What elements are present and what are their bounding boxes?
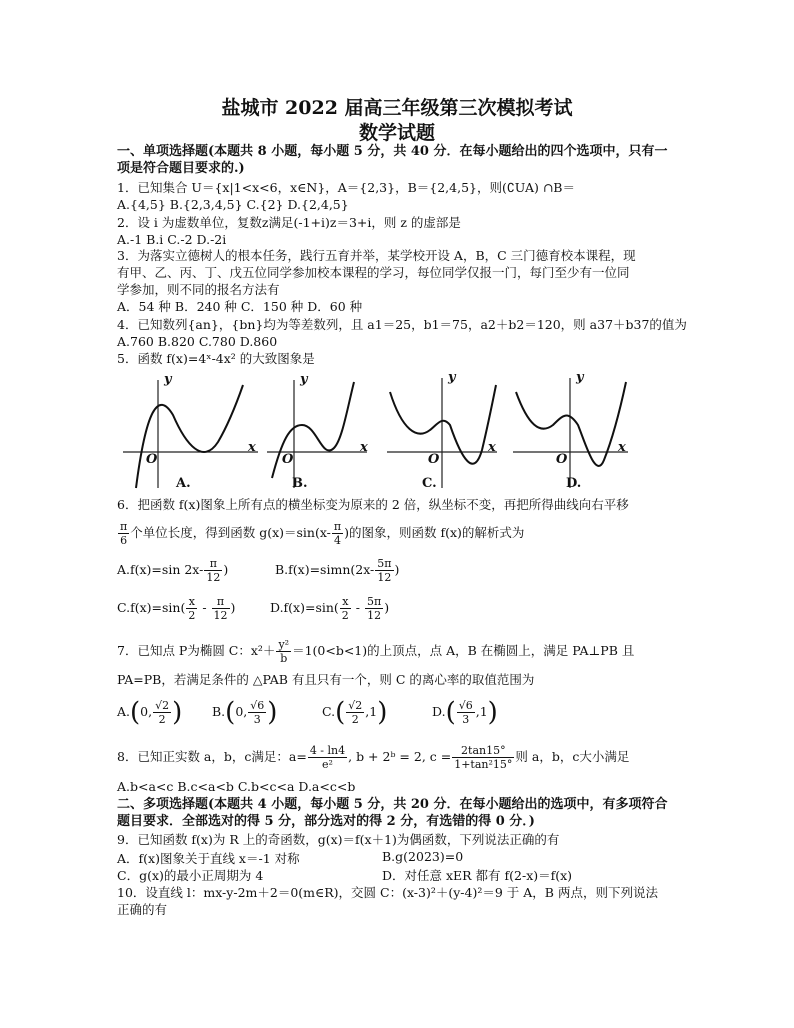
q6-line2-pre: 个单位长度，得到函数 g(x)＝sin(x-: [130, 525, 331, 540]
q2-options: A.-1 B.i C.-2 D.-2i: [117, 232, 227, 247]
frac: [457, 699, 475, 726]
opt-minus: -: [198, 600, 211, 615]
q8-mid: , b + 2ᵇ = 2, c =: [348, 749, 452, 764]
frac-num: π: [204, 557, 222, 571]
q7-pre: 7．已知点 P为椭圆 C：x²＋: [117, 643, 276, 658]
paren-close: ): [377, 697, 388, 728]
graph-a-y-label: y: [164, 372, 172, 387]
graph-d-y-label: y: [576, 370, 584, 385]
frac: [365, 595, 383, 622]
q8-pre: 8．已知正实数 a，b，c满足：a=: [117, 749, 307, 764]
section1-heading-line2: 项是符合题目要求的.): [117, 161, 245, 176]
frac-den: 2: [341, 609, 349, 622]
q6-option-c: [117, 593, 235, 623]
q5-stem: 5．函数 f(x)=4ˣ-4x² 的大致图象是: [117, 351, 315, 366]
q4-options: A.760 B.820 C.780 D.860: [117, 334, 278, 349]
q1-options: A.{4,5} B.{2,3,4,5} C.{2} D.{2,4,5}: [117, 197, 349, 212]
q9-option-b: B.g(2023)=0: [382, 849, 464, 864]
q8-frac-a: [308, 744, 347, 771]
frac-den: e²: [322, 758, 333, 771]
frac-den: 4: [334, 534, 342, 547]
opt-letter: B.: [212, 704, 226, 719]
paren-open: (: [130, 697, 141, 728]
opt-one: ,1: [365, 704, 378, 719]
q6-line2: [117, 518, 524, 548]
frac-num: π: [333, 520, 342, 533]
frac: [375, 557, 393, 584]
q5-graph-b: [262, 370, 372, 492]
frac-num: √2: [155, 699, 170, 712]
paren-open: (: [335, 697, 346, 728]
frac-num: π: [212, 595, 230, 609]
q7-option-b: [212, 694, 277, 731]
frac-num: 4 - ln4: [309, 744, 346, 757]
paren-open: (: [445, 697, 456, 728]
paren-open: (: [225, 697, 236, 728]
q8-stem: [117, 740, 629, 774]
q8-frac-c: [452, 744, 514, 771]
graph-b-x-label: x: [360, 440, 368, 455]
q6-frac-pi-4: [332, 520, 343, 547]
q1-stem: 1．已知集合 U＝{x|1<x<6，x∈N}，A＝{2,3}，B＝{2,4,5}，则(∁UA) ∩B＝: [117, 180, 575, 195]
q7-post: ＝1(0<b<1)的上顶点，点 A，B 在椭圆上，满足 PA⊥PB 且: [292, 643, 635, 658]
opt-letter: A.: [117, 704, 131, 719]
frac-den: 12: [377, 571, 392, 584]
paren-close: ): [172, 697, 183, 728]
q5-graph-c: [382, 370, 502, 492]
frac-den: 2: [188, 609, 196, 622]
opt-one: ,1: [475, 704, 488, 719]
q9-option-a: A．f(x)图象关于直线 x＝-1 对称: [117, 851, 300, 866]
graph-c-x-label: x: [488, 440, 496, 455]
q6-option-a: [117, 555, 228, 585]
q3-line2: 有甲、乙、丙、丁、戊五位同学参加校本课程的学习，每位同学仅报一门，每门至少有一位同: [117, 265, 630, 280]
opt-close: ): [394, 562, 400, 577]
q4-stem: 4．已知数列{an}，{bn}均为等差数列，且 a1＝25，b1＝75，a2＋b2＝120，则 a37＋b37的值为: [117, 317, 687, 332]
frac: [153, 699, 171, 726]
frac: [248, 699, 266, 726]
frac: [212, 595, 230, 622]
opt-zero: 0,: [140, 704, 153, 719]
q3-line3: 学参加，则不同的报名方法有: [117, 282, 280, 297]
frac: [204, 557, 222, 584]
section1-heading-line1: 一、单项选择题(本题共 8 小题，每小题 5 分，共 40 分．在每小题给出的四个选项中，只有一: [117, 144, 668, 159]
q9-option-c: C．g(x)的最小正周期为 4: [117, 868, 264, 883]
graph-a-label: A.: [176, 476, 191, 491]
q10-line2: 正确的有: [117, 902, 168, 917]
q7-line2: PA=PB，若满足条件的 △PAB 有且只有一个，则 C 的离心率的取值范围为: [117, 672, 535, 687]
opt-close: ): [384, 600, 390, 615]
frac: [346, 699, 364, 726]
frac-num: 2tan15°: [452, 744, 514, 758]
q6-frac-pi-6: [118, 520, 129, 547]
graph-a-origin: O: [146, 452, 158, 467]
frac-num: x: [186, 595, 197, 609]
exam-title: 盐城市 2022 届高三年级第三次模拟考试: [221, 97, 573, 119]
q6-line1: 6．把函数 f(x)图象上所有点的横坐标变为原来的 2 倍，纵坐标不变，再把所得曲线向右平移: [117, 497, 629, 512]
q9-stem: 9．已知函数 f(x)为 R 上的奇函数，g(x)＝f(x＋1)为偶函数，下列说法正确的有: [117, 832, 560, 847]
q8-post: 则 a，b，c大小满足: [515, 749, 630, 764]
frac-den: 12: [206, 571, 221, 584]
frac-den: 3: [462, 713, 470, 726]
frac-num: √2: [348, 699, 363, 712]
q6-option-b: [275, 555, 399, 585]
frac: [186, 595, 197, 622]
frac-num: x: [340, 595, 351, 609]
frac-num: y²: [278, 638, 290, 651]
frac-den: 1+tan²15°: [454, 758, 513, 771]
q7-line1: [117, 636, 634, 666]
opt-minus: -: [351, 600, 364, 615]
graph-b-label: B.: [292, 476, 308, 491]
frac-num: √6: [458, 699, 473, 712]
q3-line1: 3．为落实立德树人的根本任务，践行五育并举，某学校开设 A，B，C 三门德育校本课程，现: [117, 248, 636, 263]
frac-num: 5π: [366, 595, 382, 608]
frac-den: 6: [120, 534, 128, 547]
q2-stem: 2．设 i 为虚数单位，复数z满足(-1+i)z＝3+i，则 z 的虚部是: [117, 215, 461, 230]
frac-den: 2: [158, 713, 166, 726]
graph-d-x-label: x: [618, 440, 626, 455]
graph-a-x-label: x: [248, 440, 256, 455]
graph-c-origin: O: [428, 452, 440, 467]
exam-subtitle: 数学试题: [358, 122, 435, 144]
q5-graph-d: [508, 370, 633, 492]
paren-close: ): [267, 697, 278, 728]
opt-text: C.f(x)=sin(: [117, 600, 186, 615]
graph-d-origin: O: [556, 452, 568, 467]
frac-num: π: [120, 520, 128, 533]
section2-heading-line1: 二、多项选择题(本题共 4 小题，每小题 5 分，共 20 分．在每小题给出的选项中，有多项符合: [117, 797, 668, 812]
opt-close: ): [230, 600, 236, 615]
frac-den: 3: [253, 713, 261, 726]
q10-line1: 10．设直线 l：mx-y-2m＋2＝0(m∈R)，交圆 C：(x-3)²＋(y-4)²＝9 于 A，B 两点，则下列说法: [117, 885, 658, 900]
frac-num: √6: [250, 699, 265, 712]
opt-text: B.f(x)=simn(2x-: [275, 562, 375, 577]
opt-zero: 0,: [235, 704, 248, 719]
frac-den: 12: [367, 609, 382, 622]
section2-heading-line2: 题目要求．全部选对的得 5 分，部分选对的得 2 分，有选错的得 0 分．): [117, 814, 535, 829]
graph-c-y-label: y: [448, 370, 456, 385]
opt-letter: D.: [432, 704, 446, 719]
q3-options: A．54 种 B．240 种 C．150 种 D．60 种: [117, 299, 363, 314]
graph-d-label: D.: [566, 476, 582, 491]
q6-line2-post: )的图象，则函数 f(x)的解析式为: [344, 525, 525, 540]
opt-close: ): [223, 562, 229, 577]
frac-y2-b: [276, 638, 291, 665]
graph-b-y-label: y: [300, 372, 308, 387]
q7-option-a: [117, 694, 182, 731]
q6-option-d: [270, 593, 389, 623]
q7-option-d: [432, 694, 498, 731]
paren-close: ): [487, 697, 498, 728]
frac-den: b: [280, 652, 288, 665]
opt-text: D.f(x)=sin(: [270, 600, 339, 615]
frac-den: 12: [213, 609, 228, 622]
frac-num: 5π: [377, 557, 392, 570]
q7-option-c: [322, 694, 387, 731]
opt-letter: C.: [322, 704, 336, 719]
frac: [340, 595, 351, 622]
q8-options: A.b<a<c B.c<a<b C.b<c<a D.a<c<b: [117, 779, 356, 794]
opt-text: A.f(x)=sin 2x-: [117, 562, 204, 577]
graph-b-origin: O: [282, 452, 294, 467]
frac-den: 2: [351, 713, 359, 726]
q9-option-d: D．对任意 xER 都有 f(2-x)＝f(x): [382, 868, 573, 883]
q5-graph-a: [118, 370, 263, 492]
graph-c-label: C.: [422, 476, 437, 491]
